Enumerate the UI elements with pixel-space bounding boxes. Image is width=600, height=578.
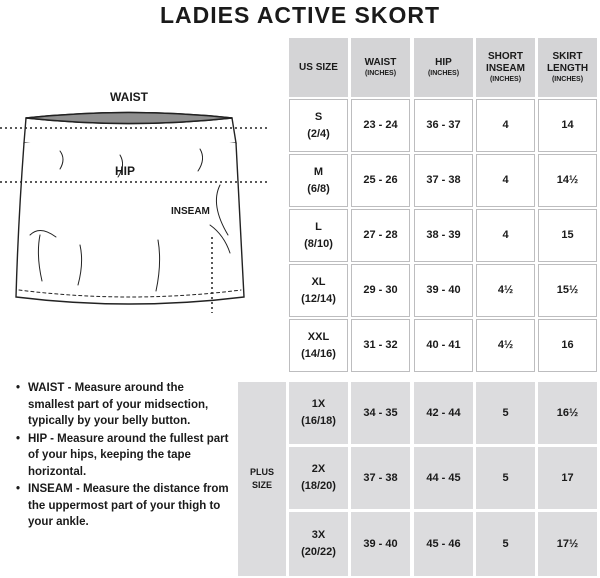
header-short-inseam: SHORT INSEAM (INCHES) [476,38,535,97]
table-row-l-size: L (8/10) [289,209,348,262]
table-cell-inseam: 4½ [476,319,535,372]
table-cell-inseam: 4 [476,209,535,262]
table-cell-hip: 45 - 46 [414,512,473,576]
header-waist: WAIST (INCHES) [351,38,410,97]
table-cell-inseam: 5 [476,382,535,444]
table-cell-hip: 44 - 45 [414,447,473,509]
measurement-instructions [14,380,229,532]
table-cell-hip: 36 - 37 [414,99,473,152]
header-us-size: US SIZE [289,38,348,97]
table-cell-waist: 34 - 35 [351,382,410,444]
table-cell-hip: 42 - 44 [414,382,473,444]
hip-label: HIP [115,164,136,178]
table-row-1x-size: 1X (16/18) [289,382,348,444]
page-title: LADIES ACTIVE SKORT [159,2,441,28]
table-row-xl-size: XL (12/14) [289,264,348,317]
plus-size-label: PLUS SIZE [238,382,286,576]
waist-label: WAIST [110,90,148,104]
skort-illustration [0,85,270,320]
table-row-s-size: S (2/4) [289,99,348,152]
table-cell-waist: 39 - 40 [351,512,410,576]
table-cell-length: 14 [538,99,597,152]
table-cell-inseam: 4 [476,154,535,207]
table-cell-length: 16 [538,319,597,372]
table-row-3x-size: 3X (20/22) [289,512,348,576]
table-cell-waist: 27 - 28 [351,209,410,262]
table-cell-length: 15 [538,209,597,262]
header-skirt-length: SKIRT LENGTH (INCHES) [538,38,597,97]
table-cell-hip: 38 - 39 [414,209,473,262]
header-hip: HIP (INCHES) [414,38,473,97]
table-row-m-size: M (6/8) [289,154,348,207]
table-cell-length: 14½ [538,154,597,207]
table-cell-inseam: 4 [476,99,535,152]
inseam-label: INSEAM [171,206,210,217]
table-cell-hip: 40 - 41 [414,319,473,372]
table-cell-inseam: 4½ [476,264,535,317]
table-cell-length: 16½ [538,382,597,444]
table-cell-length: 15½ [538,264,597,317]
table-row-2x-size: 2X (18/20) [289,447,348,509]
instruction-hip: • HIP - Measure around the fullest part of your hips, keeping the tape horizontal. [14,431,229,481]
table-cell-waist: 31 - 32 [351,319,410,372]
table-cell-waist: 29 - 30 [351,264,410,317]
table-cell-waist: 23 - 24 [351,99,410,152]
table-cell-waist: 37 - 38 [351,447,410,509]
table-row-xxl-size: XXL (14/16) [289,319,348,372]
table-cell-hip: 39 - 40 [414,264,473,317]
table-cell-length: 17 [538,447,597,509]
table-cell-hip: 37 - 38 [414,154,473,207]
instruction-inseam: • INSEAM - Measure the distance from the uppermost part of your thigh to your ankle. [14,481,229,531]
table-cell-length: 17½ [538,512,597,576]
table-cell-inseam: 5 [476,447,535,509]
table-cell-waist: 25 - 26 [351,154,410,207]
instruction-waist: • WAIST - Measure around the smallest part of your midsection, typically by your belly button. [14,380,229,430]
table-cell-inseam: 5 [476,512,535,576]
